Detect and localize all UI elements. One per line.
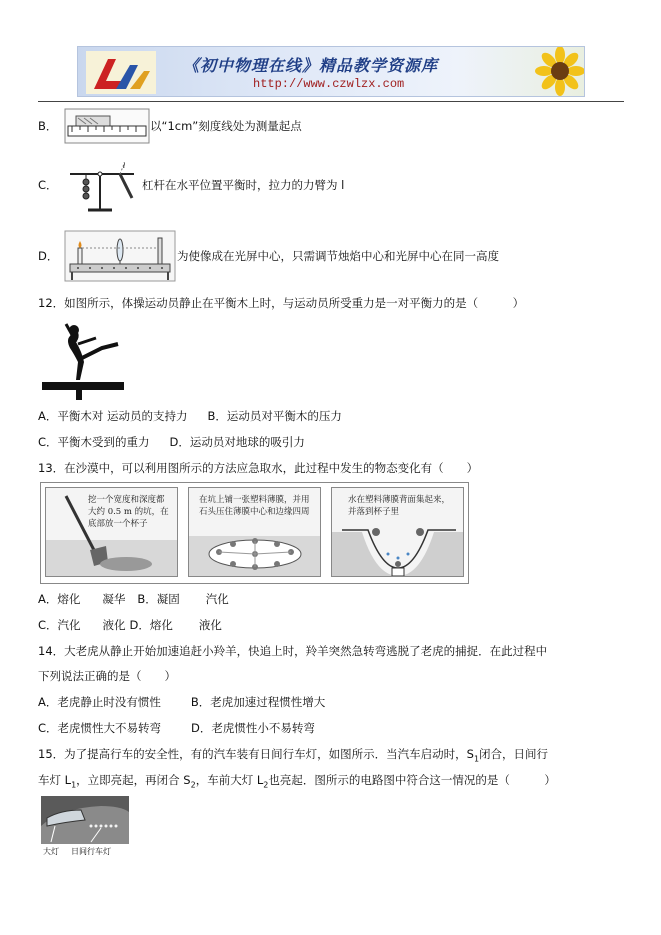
- q13-option-d: D．熔化: [129, 618, 173, 632]
- shovel-icon: [46, 488, 178, 577]
- q15-stem-text: ，立即亮起，再闭合 S: [76, 773, 191, 787]
- q13-options-row1: [38, 591, 229, 607]
- header-banner: [77, 46, 585, 97]
- q13-panel-2-text: 在坑上铺一张塑料薄膜，并用石头压住薄膜中心和边缘四周: [199, 495, 310, 517]
- optical-bench-figure: [64, 230, 176, 282]
- gymnast-figure: [40, 318, 126, 400]
- q13-options-row2: [38, 617, 222, 633]
- q14-stem-line1: 14．大老虎从静止开始加速追赶小羚羊，快追上时，羚羊突然急转弯逃脱了老虎的捕捉．在此过程中: [38, 644, 548, 658]
- lever-arm-label: l: [123, 162, 126, 170]
- ruler-figure: [64, 108, 150, 144]
- q13-panel-3: [331, 487, 464, 577]
- condensation-pit-icon: [332, 488, 464, 577]
- q13-panel-1-text: 挖一个宽度和深度都大约 0.5 m 的坑，在底部放一个杯子: [88, 495, 169, 529]
- q15-stem-line1: [38, 746, 548, 767]
- car-lights-figure: [41, 796, 129, 858]
- q14-options-row2: [38, 720, 315, 736]
- q13-panel-2: [188, 487, 321, 577]
- q14-stem-line2: 下列说法正确的是（ ）: [38, 669, 176, 683]
- q11-option-d-text: 为使像成在光屏中心，只需调节烛焰中心和光屏中心在同一高度: [177, 249, 499, 263]
- q15-stem-text: 15．为了提高行车的安全性，有的汽车装有日间行车灯，如图所示．当汽车启动时，S: [38, 747, 474, 761]
- logo-icon: [86, 51, 156, 94]
- option-letter: D．: [38, 249, 59, 263]
- header-divider: [38, 101, 624, 102]
- q15-stem-line2: [38, 772, 556, 793]
- q11-option-d: [38, 248, 58, 264]
- q12-option-d: D．运动员对地球的吸引力: [169, 435, 305, 449]
- sunflower-icon: [526, 47, 585, 97]
- daytime-light-label: 日间行车灯: [71, 847, 111, 856]
- q14-option-b: B．老虎加速过程惯性增大: [190, 695, 326, 709]
- q13-option-c-2: 液化: [102, 618, 126, 632]
- q13-option-b: B．凝固: [137, 592, 180, 606]
- q14-option-d: D．老虎惯性小不易转弯: [191, 721, 315, 735]
- q13-option-d-2: 液化: [198, 618, 222, 632]
- banner-url: http://www.czwlzx.com: [253, 77, 405, 91]
- q12-options-row2: [38, 434, 305, 450]
- q11-option-c: [38, 177, 58, 193]
- q15-stem-text: ，车前大灯 L: [195, 773, 264, 787]
- q15-subscript: 2: [263, 780, 269, 790]
- banner-title: 《初中物理在线》精品教学资源库: [183, 56, 439, 75]
- q14-options-row1: [38, 694, 325, 710]
- lever-figure: [64, 160, 140, 216]
- q12-options-row1: [38, 408, 342, 424]
- q15-stem-text: 车灯 L: [38, 773, 72, 787]
- q13-option-c: C．汽化: [38, 618, 81, 632]
- q15-subscript: 1: [71, 780, 77, 790]
- q13-option-b-2: 汽化: [205, 592, 229, 606]
- q13-option-a: A．熔化: [38, 592, 81, 606]
- q12-option-c: C．平衡木受到的重力: [38, 435, 150, 449]
- option-letter: C．: [38, 178, 58, 192]
- q12-option-b: B．运动员对平衡木的压力: [207, 409, 342, 423]
- q13-panel-1: [45, 487, 178, 577]
- q12-option-a: A．平衡木对 运动员的支持力: [38, 409, 188, 423]
- q14-option-c: C．老虎惯性大不易转弯: [38, 721, 162, 735]
- q15-subscript: 2: [190, 780, 196, 790]
- q11-option-b: [38, 118, 57, 134]
- q13-figure: [40, 482, 469, 584]
- q13-stem: 13．在沙漠中，可以利用图所示的方法应急取水，此过程中发生的物态变化有（ ）: [38, 461, 479, 475]
- headlight-label: 大灯: [43, 847, 59, 856]
- q15-stem-text: 也亮起．图所示的电路图中符合这一情况的是（ ）: [268, 773, 556, 787]
- q11-option-b-text: 以“1cm”刻度线处为测量起点: [150, 119, 302, 133]
- option-letter: B．: [38, 119, 58, 133]
- q14-option-a: A．老虎静止时没有惯性: [38, 695, 161, 709]
- plastic-film-icon: [189, 488, 321, 577]
- q15-stem-text: 闭合，日间行: [479, 747, 549, 761]
- q13-option-a-2: 凝华: [102, 592, 126, 606]
- q11-option-c-text: 杠杆在水平位置平衡时，拉力的力臂为 l: [142, 178, 345, 192]
- car-photo-icon: [41, 796, 129, 844]
- q13-panel-3-text: 水在塑料薄膜背面集起来，并落到杯子里: [348, 495, 451, 517]
- q15-subscript: 1: [473, 754, 480, 764]
- q12-stem: 12．如图所示，体操运动员静止在平衡木上时，与运动员所受重力是一对平衡力的是（ ）: [38, 296, 525, 310]
